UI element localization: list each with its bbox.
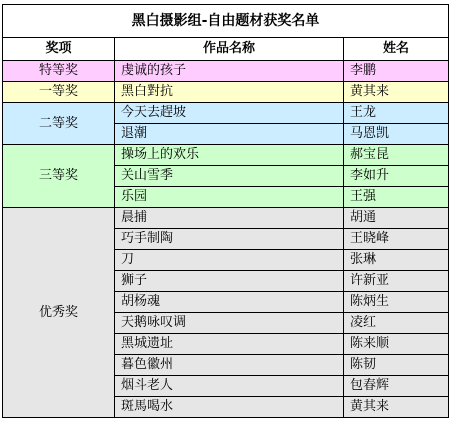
- winner-name-cell: 郝宝昆: [344, 145, 449, 166]
- header-name: 姓名: [344, 38, 449, 61]
- header-category: 奖项: [3, 38, 115, 61]
- header-row: [3, 38, 449, 61]
- winner-name-cell: 李鹏: [344, 61, 449, 82]
- work-title-cell: 巧手制陶: [115, 229, 344, 250]
- winner-name-cell: 许新亚: [344, 271, 449, 292]
- award-category-cell: 优秀奖: [3, 208, 115, 418]
- work-title-cell: 烟斗老人: [115, 376, 344, 397]
- work-title-cell: 虔诚的孩子: [115, 61, 344, 82]
- work-title-cell: 今天去趕坡: [115, 103, 344, 124]
- award-category-cell: 二等奖: [3, 103, 115, 145]
- title-row: [3, 5, 449, 38]
- award-body: [3, 61, 449, 418]
- table-row: [3, 103, 449, 124]
- table-row: [3, 61, 449, 82]
- work-title-cell: 狮子: [115, 271, 344, 292]
- award-sheet: [2, 4, 449, 418]
- work-title-cell: 乐园: [115, 187, 344, 208]
- winner-name-cell: 王晓峰: [344, 229, 449, 250]
- table-row: [3, 145, 449, 166]
- winner-name-cell: 张琳: [344, 250, 449, 271]
- work-title-cell: 关山雪季: [115, 166, 344, 187]
- winner-name-cell: 王强: [344, 187, 449, 208]
- winner-name-cell: 李如升: [344, 166, 449, 187]
- work-title-cell: 黑白對抗: [115, 82, 344, 103]
- work-title-cell: 退潮: [115, 124, 344, 145]
- winner-name-cell: 陈炳生: [344, 292, 449, 313]
- table-row: [3, 208, 449, 229]
- award-category-cell: 特等奖: [3, 61, 115, 82]
- work-title-cell: 刀: [115, 250, 344, 271]
- award-category-cell: 一等奖: [3, 82, 115, 103]
- winner-name-cell: 黄其来: [344, 82, 449, 103]
- winner-name-cell: 马恩凯: [344, 124, 449, 145]
- table-row: [3, 82, 449, 103]
- work-title-cell: 操场上的欢乐: [115, 145, 344, 166]
- winner-name-cell: 胡通: [344, 208, 449, 229]
- work-title-cell: 天鹅咏叹调: [115, 313, 344, 334]
- header-work: 作品名称: [115, 38, 344, 61]
- winner-name-cell: 陈韧: [344, 355, 449, 376]
- work-title-cell: 胡杨魂: [115, 292, 344, 313]
- award-table: [2, 4, 449, 418]
- winner-name-cell: 包春辉: [344, 376, 449, 397]
- table-title: 黑白摄影组-自由题材获奖名单: [3, 5, 449, 38]
- award-category-cell: 三等奖: [3, 145, 115, 208]
- work-title-cell: 暮色徽州: [115, 355, 344, 376]
- winner-name-cell: 凌红: [344, 313, 449, 334]
- winner-name-cell: 黄其来: [344, 397, 449, 418]
- work-title-cell: 晨捕: [115, 208, 344, 229]
- winner-name-cell: 陈来顺: [344, 334, 449, 355]
- winner-name-cell: 王龙: [344, 103, 449, 124]
- work-title-cell: 黑城遗址: [115, 334, 344, 355]
- work-title-cell: 斑馬喝水: [115, 397, 344, 418]
